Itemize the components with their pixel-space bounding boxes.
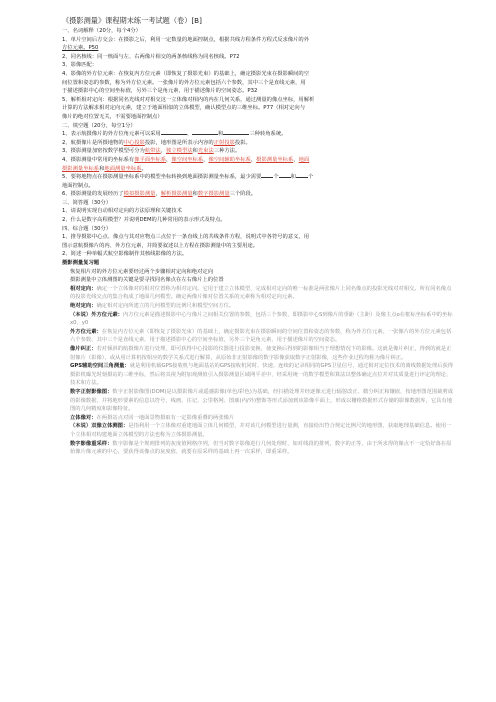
answer-text: 摄影测量坐标系 [256, 156, 294, 163]
term-definition: （本说）双像立体测图：是指利用一个立体像对重建地面立体几何模型，并对该几何模型进行量测，直接给出符合规定比例尺的地形图，获取地理基础信息。使用一个立体相对构建地面立体模型的方法也称为立体摄影测量。 [70, 423, 452, 438]
answer-text: 数字摄影测量 [197, 191, 230, 198]
answer-text: 像空间辅助坐标系 [208, 156, 251, 163]
section-heading: 三、简答题（30分） [62, 199, 112, 206]
answer-blank [279, 173, 291, 178]
question-text: 1、请说明实现自动相对定向的方法原理和关键技术 [62, 208, 182, 215]
question-text: 5、解析相对定向：根据同名光线对对相交这一立体像对相内的内在几何关系，通过测量的像点坐标，用解析 [62, 96, 315, 103]
question-text: 1、推导摄影中心点、像点与其对应物点三点位于一条直线上的共线条件方程，说明式中各符号的意义，用 [62, 234, 310, 241]
answer-text: 解析摄影测量 [160, 191, 193, 198]
answer-text: 地面测量坐标系 [104, 165, 142, 172]
section-heading: 四、综合题（30分） [62, 225, 112, 232]
section-heading: 一、名词解释（20分，每个4分） [62, 28, 141, 34]
answer-text: 摄影测量坐标系 [62, 165, 100, 172]
question-text: 间位置和姿态的参数，称为外方位元素。一张像片的外方位元素包括六个参数，其中三个是直线元素，用 [62, 79, 306, 86]
term-definition: 绝对定向：确定相对定向所建立的几何模型的比例尺和模型空间方位。 [70, 303, 235, 309]
answer-text: 航带法 [144, 148, 161, 155]
section-heading: 二、填空题（20分，每空1分） [62, 122, 136, 129]
answer-text: 像空间坐标系 [171, 156, 204, 163]
term-definition: 相对定向：确定一个立体像对的相对位置称为相对定向。它用于建立立体模型，完成相对定向的唯一标准是两张像片上同名像点的投影光线对对相交。所有同名像点的投影光线交点的集合构成了地面几何模型。确定两像片像对位置关系的元素称为相对定向元素。 [70, 285, 452, 301]
fill-question: 5、要将地物点在摄影测量坐标系中的模型坐标转换到地面摄影测量坐标系，最少需要 个 和 个 [62, 174, 314, 181]
answer-text: 方位元素。P50 [62, 45, 99, 52]
answer-blank [192, 130, 218, 135]
question-text: 图示意航摄像片的内、外方位元素，并简要叙述以上方程在摄影测量中的主要用途。 [62, 242, 258, 249]
document-title: 《摄影测量》课程期末练一考试题（卷）[B] [62, 16, 202, 25]
question-text: 3、影像匹配： [62, 62, 98, 69]
fill-question: 摄影测量坐标系和地面测量坐标系。 [62, 165, 147, 172]
fill-question: 地面控制点。 [62, 182, 94, 189]
answer-text: 正射投影 [213, 139, 235, 146]
term-definition: 外方位元素：在恢复内方位元素（即恢复了摄影光束）的基础上，确定摄影光束在摄影瞬间的空间位置和姿态的参数，称为外方位元素。一张像片的外方位元素包括六个参数，其中三个是直线元素，用于描述摄影中心的空间坐标值，另外三个是角元素，用于描述像片的空间姿态。 [70, 328, 452, 344]
question-text: 2、什么是数字高程模型？并说明DEM的几种常用的表示形式及特点。 [62, 217, 226, 224]
term-definition: GPS辅助空间三角测量：就是利用机载GPS接收机与地面基站的GPS接收机同时、快速、连续的记录相同的GPS卫星信号，通过相对定位技术的离线数据处理后获得摄影机曝光时刻摄站的三维坐标，然后将其视为附加观测值引入摄影测量区域网平差中，经采用统一的数学模型和算法以整体确定点位并对其质量进行评定的理论、技术和方法。 [70, 363, 454, 387]
answer-blank [296, 173, 308, 178]
fill-question: 2、航摄像片是所摄地物的中心投影投影，地形图是所表示内容的正射投影投影。 [62, 139, 251, 146]
fill-question: 1、表示航摄像片的外方位角元素可以采用 、 和 三种转角系统。 [62, 131, 287, 138]
question-text [62, 44, 456, 53]
term-definition: 数字影像重采样：数字影像是个规则排列的灰度值网格序列，但当对数字影像进行几何处理时，如对线段的排列，数字的正等，由于所求得的像点不一定恰好落在原始像片像元素的中心，要获得该像点的灰度值，就要在原采样的基础上再一次采样，即重采样。 [70, 440, 452, 456]
answer-text: 地面 [298, 156, 310, 163]
term-definition: （本说）外方位元素：内方位元素是描述摄影中心与像片之间相关位置的参数，包括三个参数，即摄影中心S到像片的垂距（主距）及像主点o在框标坐标系中的坐标x0、y0 [70, 311, 453, 327]
answer-text: 光束法 [197, 148, 214, 155]
question-text: 像片的绝对位置无关，不需要地面控制点） [62, 113, 163, 120]
fill-question: 6、摄影测量的发展经历了模拟摄影测量，解析摄影测量和数字摄影测量三个阶段。 [62, 191, 257, 198]
question-text: 2、简述一种单幅式航空影像制作其核线影像的方法。 [62, 251, 188, 258]
review-text: 恢复相片对的外方位元素要经过两个步骤相对定向和绝对定向 [70, 268, 214, 275]
answer-blank [223, 130, 249, 135]
question-text: 4、影像的外方位元素：在恢复内方位元素（即恢复了摄影光束）的基础上，确定摄影光束在摄影瞬间的空 [62, 70, 310, 77]
question-text: 1、单片空间后方交会：在摄影之后，利用一定数量的地面控制点，根据共线方程条件方程式反求像片的外 [62, 36, 310, 43]
review-heading: 摄影测量复习题 [62, 260, 100, 267]
fill-question: 4、摄影测量中常用的坐标系有像平面坐标系，像空间坐标系，像空间辅助坐标系，摄影测量坐标系，地面 [62, 156, 310, 163]
question-text: 2、同名核线：同一核面与左、右两像片相交的两条核线称为同名核线。P72 [62, 53, 240, 60]
review-text: 摄影测量中立体测图的关键是要寻找同名像点在左右像片上的位置 [70, 277, 224, 284]
term-definition: 立体像对：在两摄站点对同一地面景物摄取有一定影像重叠的两张像片 [70, 414, 235, 421]
answer-blank [261, 173, 273, 178]
question-text: 于描述摄影中心的空间坐标值，另外三个是角元素，用于描述像片的空间姿态。P32 [62, 88, 258, 95]
answer-text: 中心投影 [123, 139, 145, 146]
term-definition: 数字正射影像图：数字正射影像图(DOM)是以摄影像片或遥感影像(单色/彩色)为基础，经扫描处理并经逐像元进行辐射改正、微分纠正和镶嵌，按地形图范围裁剪成的影像数据，并将地形要素的信息以符号、线画、注记、公里格网、图廓(内/外)整饰等形式添加到该影像平面上，形成以栅格数据形式存储的影像数据库，它具有地图的几何精度和影像特征。 [70, 388, 454, 413]
answer-text: 像平面坐标系 [134, 156, 167, 163]
fill-question: 3、摄影测量加密按数学模型可分为航带法，独立模型法和光束法三种方法。 [62, 148, 241, 155]
answer-text: 独立模型法 [166, 148, 193, 155]
term-definition: 像片纠正：若对倾斜的航摄像片进行处理，即可获得中心投影的仪器进行投影变换，使变换后得到的影像相当于理想情况下的影像。这就是像片纠正，得到的就是正射像片（影像），或从用计算机按相应的数学关系式进行解算，从原始非正射影像的数字影像获取数字正射影像，这些作业过程均称为像片纠正。 [70, 345, 452, 361]
question-text: 计算的方法解求相对定向元素，建立于地面相似的立体模型，确认模型点的三维坐标。P77（相对定向与 [62, 105, 306, 112]
answer-blank [161, 130, 187, 135]
answer-text: 模拟摄影测量 [123, 191, 156, 198]
